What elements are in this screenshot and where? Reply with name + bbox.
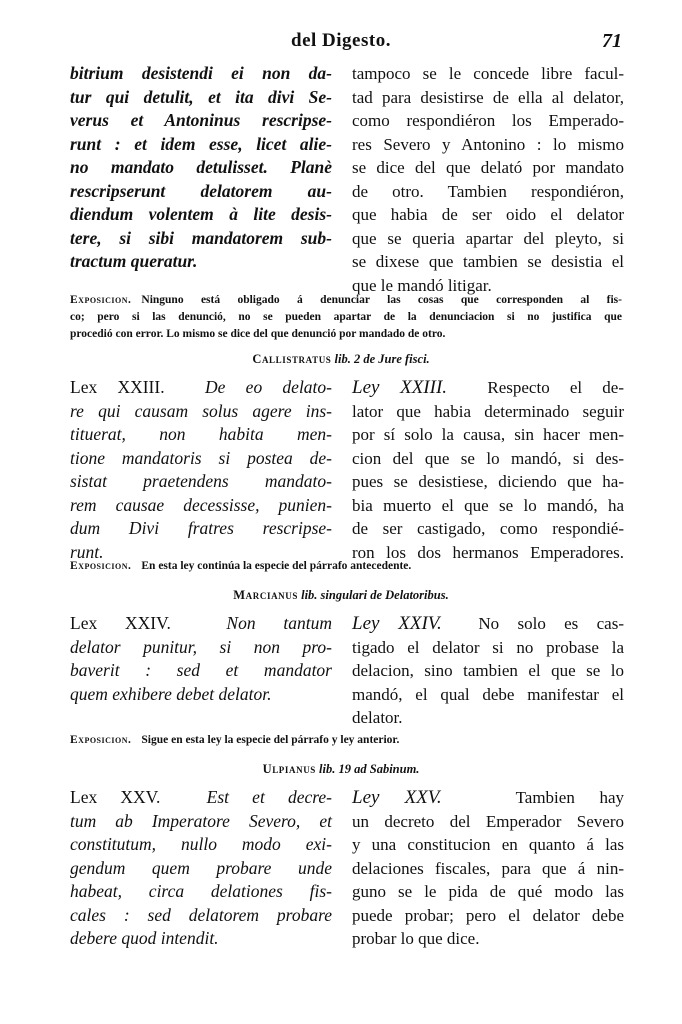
spanish-line: como respondiéron los Emperado- bbox=[352, 111, 624, 130]
latin-column bbox=[70, 612, 332, 706]
spanish-line: mandó, el qual debe manifestar el bbox=[352, 684, 624, 704]
exposicion-text: Ninguno está obligado á denunciar las cosas que corresponden al fis- bbox=[141, 294, 622, 306]
source-work: lib. 2 de Jure fisci. bbox=[334, 352, 430, 366]
lex-heading: Lex XXIV. bbox=[70, 613, 171, 633]
section-continuation bbox=[70, 62, 624, 295]
lex-heading: Lex XXIII. bbox=[70, 377, 165, 397]
latin-line: diendum volentem à lite desis- bbox=[70, 204, 332, 224]
spanish-line: por sí solo la causa, sin hacer men- bbox=[352, 425, 624, 444]
spanish-line: puede probar; pero el delator debe bbox=[352, 905, 624, 925]
spanish-line: No solo es cas- bbox=[478, 614, 624, 633]
source-author: Ulpianus bbox=[262, 762, 316, 776]
spanish-line: que se queria apartar del pleyto, si bbox=[352, 228, 624, 248]
latin-line: bitrium desistendi ei non da- bbox=[70, 63, 332, 83]
exposicion-text: Sigue en esta ley la especie del párrafo y ley anterior. bbox=[141, 734, 400, 746]
spanish-line: lator que habia determinado seguir bbox=[352, 401, 624, 421]
latin-column bbox=[70, 62, 332, 274]
latin-column bbox=[70, 786, 332, 951]
exposicion-text: procedió con error. Lo mismo se dice del que denunció por mandado de otro. bbox=[70, 328, 446, 340]
spanish-line: Tambien hay bbox=[515, 788, 625, 807]
spanish-line: ron los dos hermanos Emperadores. bbox=[352, 542, 624, 562]
spanish-line: que le mandó litigar. bbox=[352, 275, 492, 295]
exposicion-text: co; pero si las denunció, no se pueden apartar de la denunciacion si no justifica que bbox=[70, 311, 622, 323]
spanish-line: se dixese que tambien se desistia el bbox=[352, 252, 624, 271]
spanish-column bbox=[352, 786, 624, 951]
spanish-line: tad para desistirse de ella al delator, bbox=[352, 87, 624, 107]
latin-line: tur qui detulit, et ita divi Se- bbox=[70, 86, 332, 107]
latin-line: debere quod intendit. bbox=[70, 928, 219, 948]
exposicion-note bbox=[70, 732, 622, 749]
latin-line: tituerat, non habita men- bbox=[70, 424, 332, 444]
spanish-line: guno se le pida de qué modo las bbox=[352, 882, 624, 901]
exposicion-text: En esta ley continúa la especie del párrafo antecedente. bbox=[141, 560, 412, 572]
lex-23 bbox=[70, 376, 622, 566]
latin-line: tere, si sibi mandatorem sub- bbox=[70, 227, 332, 248]
latin-line: gendum quem probare unde bbox=[70, 857, 332, 878]
ley-heading: Ley XXIV. bbox=[352, 613, 442, 634]
exposicion-note bbox=[70, 292, 622, 343]
spanish-line: tigado el delator si no probase la bbox=[352, 637, 624, 657]
source-attribution bbox=[0, 762, 682, 777]
running-title: del Digesto. bbox=[291, 30, 391, 51]
latin-line: cales : sed delatorem probare bbox=[70, 904, 332, 925]
latin-line: rem causae decessisse, punien- bbox=[70, 494, 332, 515]
latin-line: quem exhibere debet delator. bbox=[70, 683, 272, 704]
latin-line: tum ab Imperatore Severo, et bbox=[70, 810, 332, 831]
lex-heading: Lex XXV. bbox=[70, 787, 161, 807]
source-work: lib. singulari de Delatoribus. bbox=[301, 588, 449, 602]
lex-24 bbox=[70, 612, 622, 730]
page-number: 71 bbox=[602, 30, 622, 52]
latin-line: re qui causam solus agere ins- bbox=[70, 400, 332, 421]
spanish-line: delacion, sino tambien el que se lo bbox=[352, 661, 624, 680]
ley-heading: Ley XXIII. bbox=[352, 377, 448, 398]
latin-line: De eo delato- bbox=[205, 377, 333, 397]
latin-line: constitutum, nullo modo exi- bbox=[70, 834, 332, 854]
spanish-line: Respecto el de- bbox=[487, 378, 624, 397]
latin-line: verus et Antoninus rescripse- bbox=[70, 110, 332, 130]
spanish-line: que habia de ser oido el delator bbox=[352, 205, 624, 224]
latin-line: habeat, circa delationes fis- bbox=[70, 881, 332, 901]
source-attribution bbox=[0, 588, 682, 603]
latin-line: tione mandatoris si postea de- bbox=[70, 447, 332, 468]
ley-heading: Ley XXV. bbox=[352, 787, 442, 808]
latin-line: rescripserunt delatorem au- bbox=[70, 180, 332, 201]
spanish-column bbox=[352, 62, 624, 297]
exposicion-label: Exposicion. bbox=[70, 560, 132, 572]
spanish-line: bia muerto el que se lo mandó, ha bbox=[352, 495, 624, 515]
latin-line: dum Divi fratres rescripse- bbox=[70, 518, 332, 538]
spanish-line: probar lo que dice. bbox=[352, 929, 480, 948]
spanish-line: delaciones fiscales, para que á nin- bbox=[352, 858, 624, 878]
spanish-line: y una constitucion en quanto á las bbox=[352, 835, 624, 854]
spanish-line: tampoco se le concede libre facul- bbox=[352, 64, 624, 83]
exposicion-label: Exposicion. bbox=[70, 294, 132, 306]
latin-line: delator punitur, si non pro- bbox=[70, 636, 332, 657]
spanish-line: de ser castigado, como respondié- bbox=[352, 519, 624, 538]
latin-line: no mandato detulisset. Planè bbox=[70, 157, 332, 177]
lex-25 bbox=[70, 786, 625, 954]
source-attribution bbox=[0, 352, 682, 367]
latin-column bbox=[70, 376, 332, 564]
spanish-line: pues se desistiese, diciendo que ha- bbox=[352, 472, 624, 491]
latin-line: sistat praetendens mandato- bbox=[70, 471, 332, 491]
spanish-line: un decreto del Emperador Severo bbox=[352, 811, 624, 831]
latin-line: runt : et idem esse, licet alie- bbox=[70, 133, 332, 154]
spanish-line: se dice del que delató por mandato bbox=[352, 158, 624, 177]
spanish-line: res Severo y Antonino : lo mismo bbox=[352, 134, 624, 154]
latin-line: Est et decre- bbox=[206, 787, 332, 807]
exposicion-label: Exposicion. bbox=[70, 734, 132, 746]
latin-line: baverit : sed et mandator bbox=[70, 660, 332, 680]
spanish-line: delator. bbox=[352, 708, 403, 727]
source-author: Callistratus bbox=[252, 352, 332, 366]
latin-line: runt. bbox=[70, 541, 104, 562]
latin-line: Non tantum bbox=[226, 613, 332, 633]
spanish-column bbox=[352, 376, 624, 564]
source-work: lib. 19 ad Sabinum. bbox=[319, 762, 420, 776]
page-header bbox=[0, 30, 682, 58]
spanish-line: de otro. Tambien respondiéron, bbox=[352, 181, 624, 201]
spanish-column bbox=[352, 612, 624, 730]
exposicion-note bbox=[70, 558, 622, 575]
spanish-line: cion del que se lo mandó, si des- bbox=[352, 448, 624, 468]
latin-line: tractum queratur. bbox=[70, 251, 198, 271]
source-author: Marcianus bbox=[233, 588, 298, 602]
